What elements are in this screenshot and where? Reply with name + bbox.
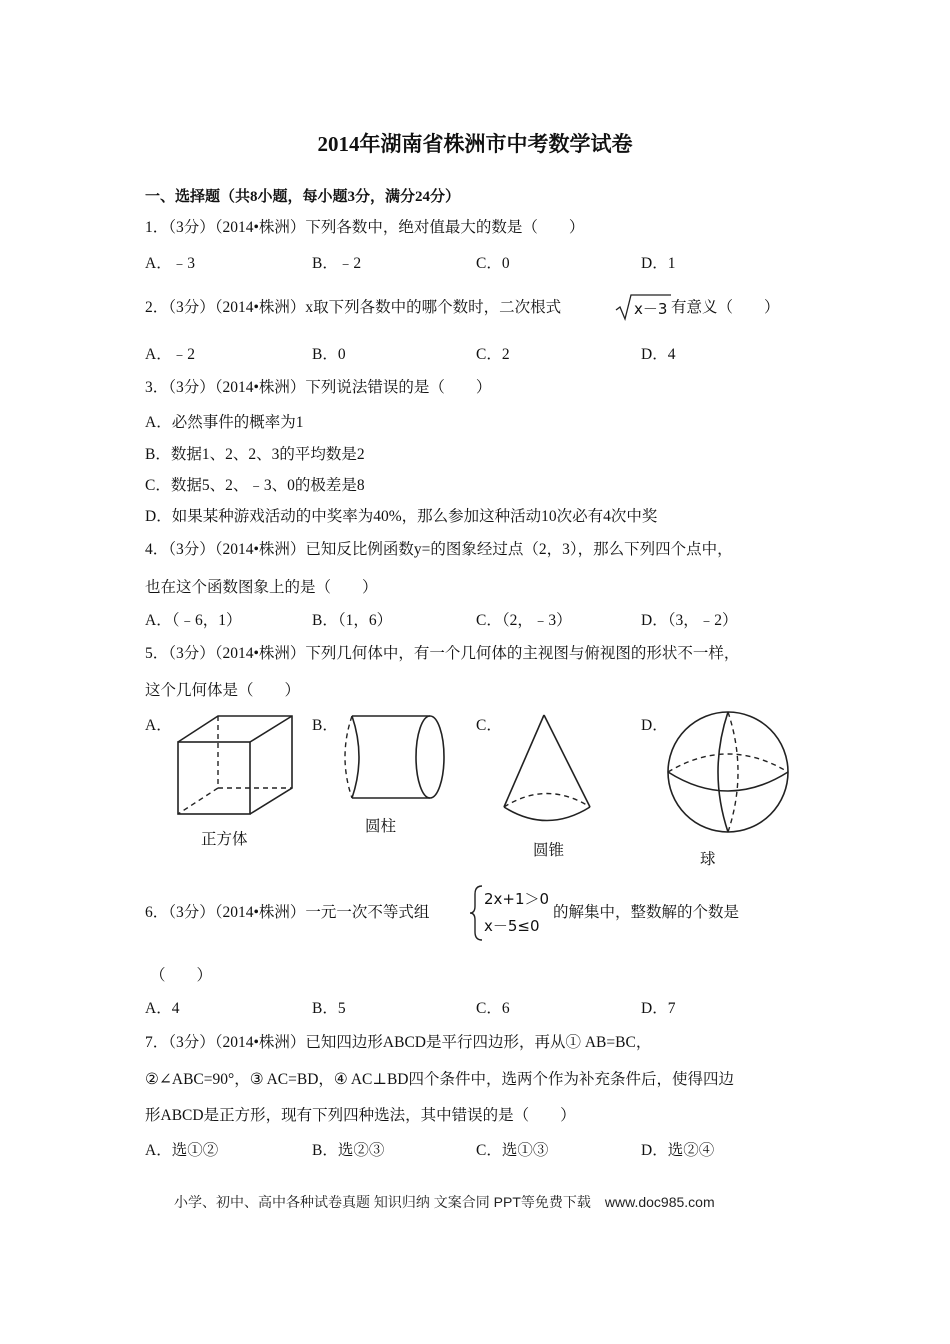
q3-option-c: C．数据5、2、﹣3、0的极差是8 [145,477,365,494]
q5-option-c: C． [476,717,502,734]
q7-option-a: A．选①② [145,1142,219,1159]
inequality-1: 2x+1＞0 [484,890,550,908]
question-2-stem-part2: 有意义（ ） [671,299,780,316]
label-cylinder: 圆柱 [365,818,397,835]
question-2-stem-part1: 2．（3分）（2014•株洲）x取下列各数中的哪个数时，二次根式 [145,299,562,316]
q5-option-a: A． [145,717,172,734]
question-6-stem-part1: 6．（3分）（2014•株洲）一元一次不等式组 [145,904,430,921]
q7-option-b: B．选②③ [312,1142,385,1159]
q6-option-b: B．5 [312,1000,346,1017]
q1-option-c: C．0 [476,255,510,272]
q5-option-d: D． [641,717,668,734]
q1-option-a: A．﹣3 [145,255,195,272]
q3-option-d: D．如果某种游戏活动的中奖率为40%，那么参加这种活动10次必有4次中奖 [145,508,658,525]
cube-figure [170,712,300,822]
page-title: 2014年湖南省株洲市中考数学试卷 [317,132,633,156]
q2-option-b: B．0 [312,346,346,363]
sphere-figure [664,710,796,838]
question-7-stem-line2: ②∠ABC=90°，③ AC=BD，④ AC⊥BD四个条件中，选两个作为补充条件后，使得四边 [145,1071,734,1088]
q7-option-d: D．选②④ [641,1142,715,1159]
q2-option-a: A．﹣2 [145,346,195,363]
question-3-stem: 3．（3分）（2014•株洲）下列说法错误的是（ ） [145,379,492,396]
q5-option-b: B． [312,717,338,734]
q6-option-d: D．7 [641,1000,676,1017]
question-5-stem-line1: 5．（3分）（2014•株洲）下列几何体中，有一个几何体的主视图与俯视图的形状不一样， [145,645,740,662]
question-4-stem-line2: 也在这个函数图象上的是（ ） [145,579,378,596]
q1-option-d: D．1 [641,255,676,272]
q6-option-c: C．6 [476,1000,510,1017]
q1-option-b: B．﹣2 [312,255,362,272]
footer-text: 小学、初中、高中各种试卷真题 知识归纳 文案合同 PPT等免费下载 www.doc985.com [174,1194,715,1210]
inequality-system [470,884,560,942]
section-heading: 一、选择题（共8小题，每小题3分，满分24分） [145,189,461,205]
question-1-stem: 1．（3分）（2014•株洲）下列各数中，绝对值最大的数是（ ） [145,219,585,236]
question-7-stem-line1: 7．（3分）（2014•株洲）已知四边形ABCD是平行四边形，再从① AB=BC， [145,1034,652,1051]
question-6-stem-part2: 的解集中，整数解的个数是 [553,904,740,921]
q7-option-c: C．选①③ [476,1142,549,1159]
q2-option-d: D．4 [641,346,676,363]
q4-option-c: C．（2，﹣3） [476,612,572,629]
question-6-stem-line2: （ ） [150,967,213,984]
q3-option-b: B．数据1、2、2、3的平均数是2 [145,446,365,463]
q4-option-d: D．（3，﹣2） [641,612,738,629]
cone-figure [500,712,596,827]
cylinder-figure [338,712,450,804]
q3-option-a: A．必然事件的概率为1 [145,414,304,431]
question-7-stem-line3: 形ABCD是正方形，现有下列四种选法，其中错误的是（ ） [145,1107,576,1124]
sqrt-radicand: x－3 [634,300,668,318]
label-cube: 正方体 [201,831,248,848]
q4-option-b: B．（1，6） [312,612,393,629]
q4-option-a: A．（﹣6，1） [145,612,242,629]
q6-option-a: A．4 [145,1000,180,1017]
sqrt-expression [615,292,675,322]
label-sphere: 球 [700,851,716,868]
inequality-2: x－5≤0 [484,917,540,935]
question-4-stem-line1: 4．（3分）（2014•株洲）已知反比例函数y=的图象经过点（2，3），那么下列四个点中， [145,541,733,558]
question-5-stem-line2: 这个几何体是（ ） [145,682,301,699]
label-cone: 圆锥 [533,842,565,859]
q2-option-c: C．2 [476,346,510,363]
